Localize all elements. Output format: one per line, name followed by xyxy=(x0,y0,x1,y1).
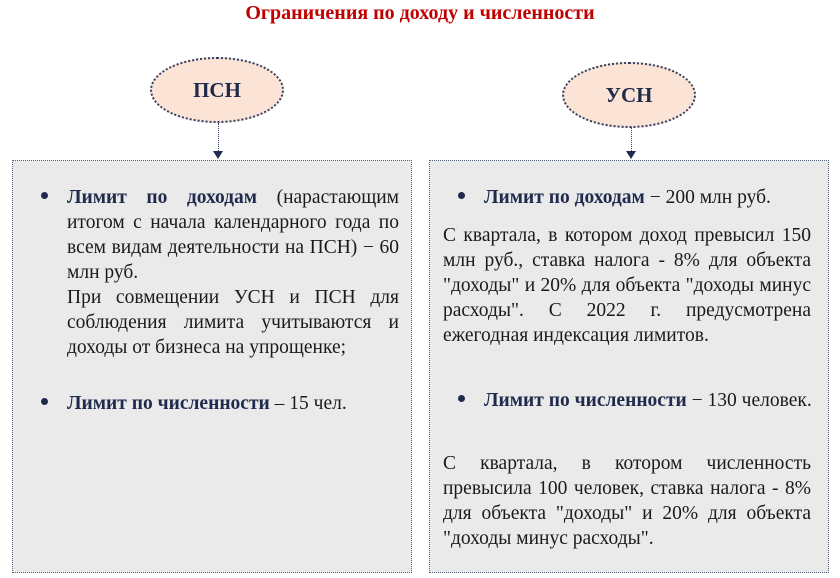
psn-combo-text: При совмещении УСН и ПСН для соблюдения лимита учитываются и доходы от бизнеса на упрощенке; xyxy=(67,287,399,358)
usn-staff-title: Лимит по численности xyxy=(484,390,687,411)
usn-oval xyxy=(562,62,696,128)
usn-income-title: Лимит по доходам xyxy=(484,187,645,208)
psn-connector xyxy=(218,123,219,153)
usn-income-text: С квартала, в котором доход превысил 150 млн руб., ставка налога - 8% для объекта "доходы" и 20% для объекта "доходы минус расходы". С 2022 г. предусмотрена ежегодная индексация лимитов. xyxy=(443,225,811,346)
usn-label: УСН xyxy=(605,82,653,107)
usn-staff-text: С квартала, в котором численность превысила 100 человек, ставка налога - 8% для объекта "доходы" и 20% для объекта "доходы минус расходы". xyxy=(443,453,811,549)
bullet-icon xyxy=(41,192,48,199)
psn-staff-title: Лимит по численности xyxy=(67,393,270,414)
usn-connector xyxy=(631,127,632,153)
psn-income-title: Лимит по доходам xyxy=(67,187,258,208)
psn-income-text: (нарастающим итогом с начала календарного года по всем видам деятельности на ПСН) − 60 млн руб. xyxy=(67,187,399,283)
psn-box xyxy=(12,160,412,573)
psn-income-item xyxy=(41,185,399,360)
bullet-icon xyxy=(458,395,465,402)
usn-income-rest: − 200 млн руб. xyxy=(644,187,771,208)
usn-staff-rest: − 130 человек. xyxy=(686,390,812,411)
usn-box xyxy=(429,160,829,573)
psn-staff-text: – 15 чел. xyxy=(269,393,347,414)
usn-staff-item xyxy=(458,388,818,413)
usn-income-item xyxy=(458,185,818,210)
bullet-icon xyxy=(41,398,48,405)
page-title: Ограничения по доходу и численности xyxy=(245,2,595,24)
bullet-icon xyxy=(458,192,465,199)
psn-oval xyxy=(150,57,284,123)
psn-arrow-icon xyxy=(213,151,223,159)
psn-staff-item xyxy=(41,391,399,416)
usn-arrow-icon xyxy=(626,151,636,159)
psn-label: ПСН xyxy=(193,77,241,102)
